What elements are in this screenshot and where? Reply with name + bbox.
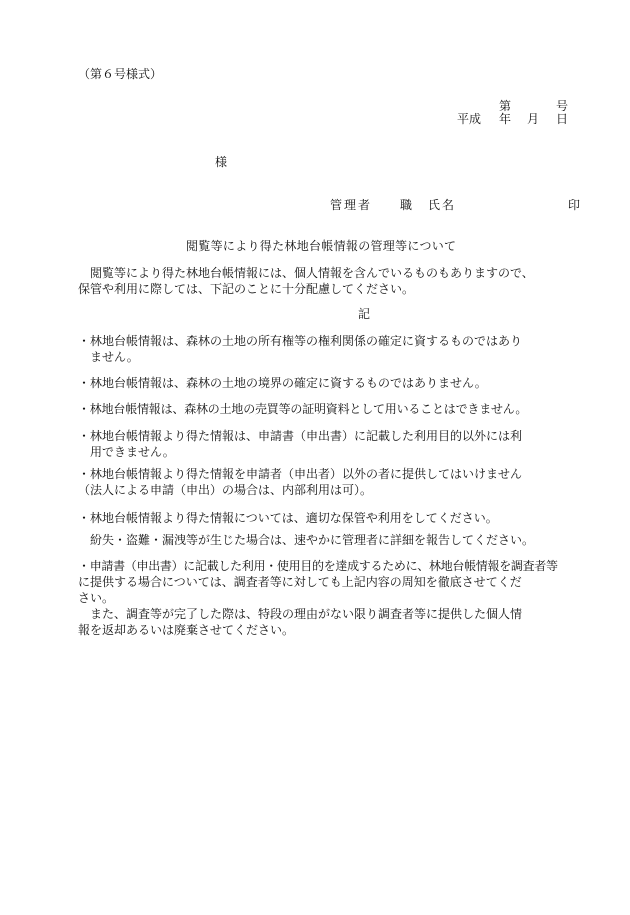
list-item: ・林地台帳情報は、森林の土地の売買等の証明資料として用いることはできません。 bbox=[78, 402, 528, 416]
form-label: （第６号様式） bbox=[78, 67, 163, 81]
list-item: ・林地台帳情報は、森林の土地の境界の確定に資するものではありません。 bbox=[78, 376, 487, 390]
date-month: 月 bbox=[527, 112, 540, 126]
date-year: 年 bbox=[499, 112, 512, 126]
intro-line: 閲覧等により得た林地台帳情報には、個人情報を含んでいるものもありますので、 bbox=[78, 266, 534, 280]
list-item: ・林地台帳情報より得た情報については、適切な保管や利用をしてください。 紛失・盗難・漏洩等が生じた場合は、速やかに管理者に詳細を報告してください。 bbox=[78, 511, 535, 547]
subject-title: 閲覧等により得た林地台帳情報の管理等について bbox=[186, 239, 457, 253]
list-item: ・林地台帳情報より得た情報は、申請書（申出書）に記載した利用目的以外には利 用できません。 bbox=[78, 429, 523, 459]
doc-number-dai: 第 bbox=[499, 99, 512, 113]
sender-name-label: 氏名 bbox=[428, 198, 457, 212]
list-item: ・林地台帳情報より得た情報を申請者（申出者）以外の者に提供してはいけません （法人による申請（申出）の場合は、内部利用は可）。 bbox=[78, 467, 523, 497]
ki-heading: 記 bbox=[358, 307, 371, 321]
list-item: ・林地台帳情報は、森林の土地の所有権等の権利関係の確定に資するものではあり ません。 bbox=[78, 334, 523, 364]
list-item: ・申請書（申出書）に記載した利用・使用目的を達成するために、林地台帳情報を調査者等 に提供する場合については、調査者等に対しても上記内容の周知を徹底させてくだ さい。 また、調査等が完了した際は、特段の理由がない限り調査者等に提供した個人情 報を返却あるいは廃棄させてください。 bbox=[78, 559, 558, 637]
addressee-suffix: 様 bbox=[215, 155, 228, 169]
seal-mark: 印 bbox=[568, 198, 581, 212]
doc-number-go: 号 bbox=[556, 99, 569, 113]
intro-line: 保管や利用に際しては、下記のことに十分配慮してください。 bbox=[78, 282, 415, 296]
intro-paragraph bbox=[78, 265, 534, 297]
date-era: 平成 bbox=[457, 112, 482, 126]
sender-title: 職 bbox=[400, 198, 413, 212]
date-day: 日 bbox=[556, 112, 569, 126]
sender-role: 管理者 bbox=[330, 198, 373, 212]
